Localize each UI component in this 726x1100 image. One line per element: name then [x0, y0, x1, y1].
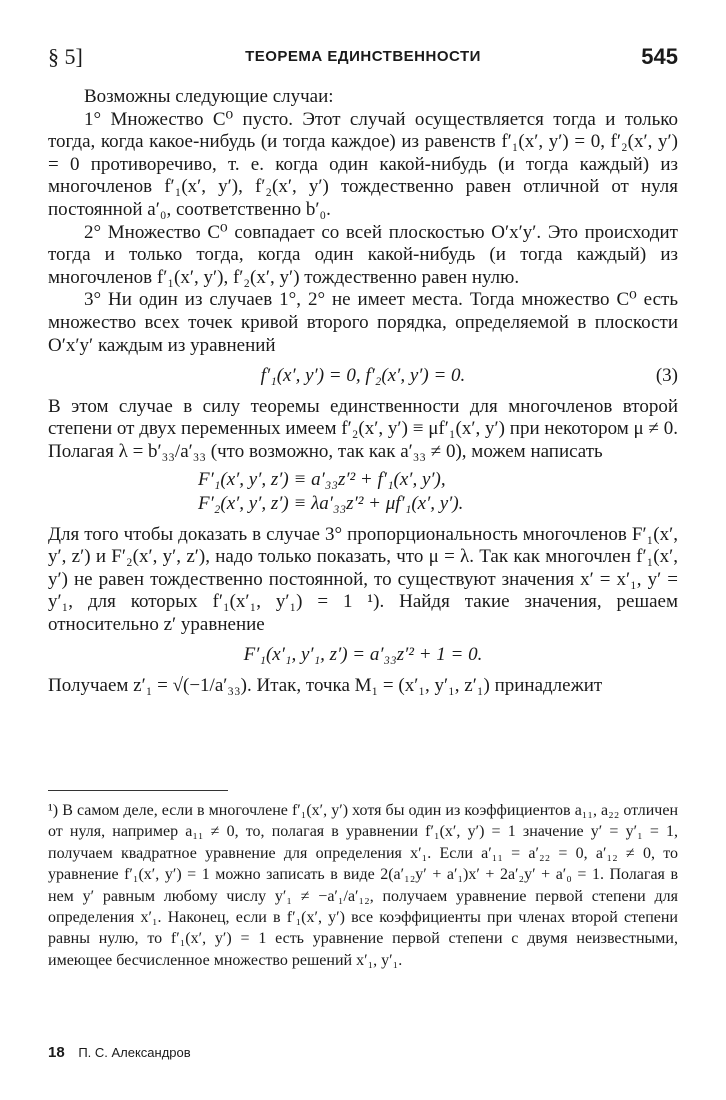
- equation-F2: F′₂(x′, y′, z′) ≡ λa′₃₃z′² + μf′₁(x′, y′).: [198, 492, 464, 514]
- equation-F1: F′₁(x′, y′, z′) ≡ a′₃₃z′² + f′₁(x′, y′),: [198, 468, 446, 490]
- footnote: [48, 800, 678, 971]
- signature-line: [48, 1044, 191, 1061]
- paragraph-result: Получаем z′₁ = √(−1/a′₃₃). Итак, точка M₁ = (x′₁, y′₁, z′₁) принадлежит: [48, 675, 603, 697]
- paragraph-proportionality: Для того чтобы доказать в случае 3° пропорциональность многочленов F′₁(x′, y′, z′) и F′₂(x′, y′, z′), надо только показать, что μ = λ. Так как многочлен f′₁(x′, y′) не равен тождественно постоянной, то существуют значения x′ = x′₁, y′ = y′₁, для которых f′₁(x′₁, y′₁) = 1 ¹). Найдя такие значения, решаем относительно z′ уравнение: [48, 523, 678, 635]
- signature-number: 18: [48, 1044, 65, 1061]
- footnote-rule: [48, 790, 228, 791]
- main-text: [48, 86, 678, 698]
- running-header: [48, 44, 678, 78]
- equation-3: [48, 365, 678, 388]
- section-marker: § 5]: [48, 44, 83, 69]
- paragraph-cases-intro: Возможны следующие случаи:: [84, 86, 334, 107]
- footnote-text: ¹) В самом деле, если в многочлене f′₁(x′, y′) хотя бы один из коэффициентов a₁₁, a₂₂ отличен от нуля, например a₁₁ ≠ 0, то, полагая в уравнении f′₁(x′, y′) = 1 значение y′ = y′₁ = 1, получаем квадратное уравнение для определения x′₁. Если a′₁₁ = a′₂₂ = 0, a′₁₂ ≠ 0, то уравнение f′₁(x′, y′) = 1 можно записать в виде 2(a′₁₂y′ + a′₁)x′ + 2a′₂y′ + a′₀ = 1. Полагая в нем y′ равным любому числу y′₁ ≠ −a′₁/a′₁₂, получаем уравнение первой степени для определения x′₁. Наконец, если в f′₁(x′, y′) все коэффициенты при членах второй степени равны нулю, то f′₁(x′, y′) = 1 есть уравнение первой степени с двумя неизвестными, имеющее бесчисленное множество решений x′₁, y′₁.: [48, 802, 678, 969]
- equation-pair: [198, 468, 678, 516]
- paragraph-case-2: 2° Множество C⁰ совпадает со всей плоскостью O′x′y′. Это происходит тогда и только тогда, когда один какой-нибудь (и тогда каждый) из многочленов f′₁(x′, y′), f′₂(x′, y′) тождественно равен нулю.: [48, 221, 678, 288]
- page-number: 545: [641, 44, 678, 69]
- equation-3-body: f′₁(x′, y′) = 0, f′₂(x′, y′) = 0.: [260, 365, 466, 387]
- paragraph-case-3: 3° Ни один из случаев 1°, 2° не имеет места. Тогда множество C⁰ есть множество всех точек кривой второго порядка, определяемой в плоскости O′x′y′ каждым из уравнений: [48, 289, 678, 356]
- equation-z: F′₁(x′₁, y′₁, z′) = a′₃₃z′² + 1 = 0.: [243, 644, 483, 666]
- running-title: ТЕОРЕМА ЕДИНСТВЕННОСТИ: [245, 48, 481, 65]
- paragraph-uniqueness: В этом случае в силу теоремы единственности для многочленов второй степени от двух переменных имеем f′₂(x′, y′) ≡ μf′₁(x′, y′) при некотором μ ≠ 0. Полагая λ = b′₃₃/a′₃₃ (что возможно, так как a′₃₃ ≠ 0), можем написать: [48, 395, 678, 462]
- equation-3-number: (3): [655, 365, 678, 387]
- signature-text: П. С. Александров: [78, 1045, 191, 1060]
- paragraph-case-1: 1° Множество C⁰ пусто. Этот случай осуществляется тогда и только тогда, когда какое-нибудь (и тогда каждое) из равенств f′₁(x′, y′) = 0, f′₂(x′, y′) = 0 противоречиво, т. е. когда один какой-нибудь (и тогда каждый) из многочленов f′₁(x′, y′), f′₂(x′, y′) тождественно равен отличной от нуля постоянной a′₀, соответственно b′₀.: [48, 108, 678, 220]
